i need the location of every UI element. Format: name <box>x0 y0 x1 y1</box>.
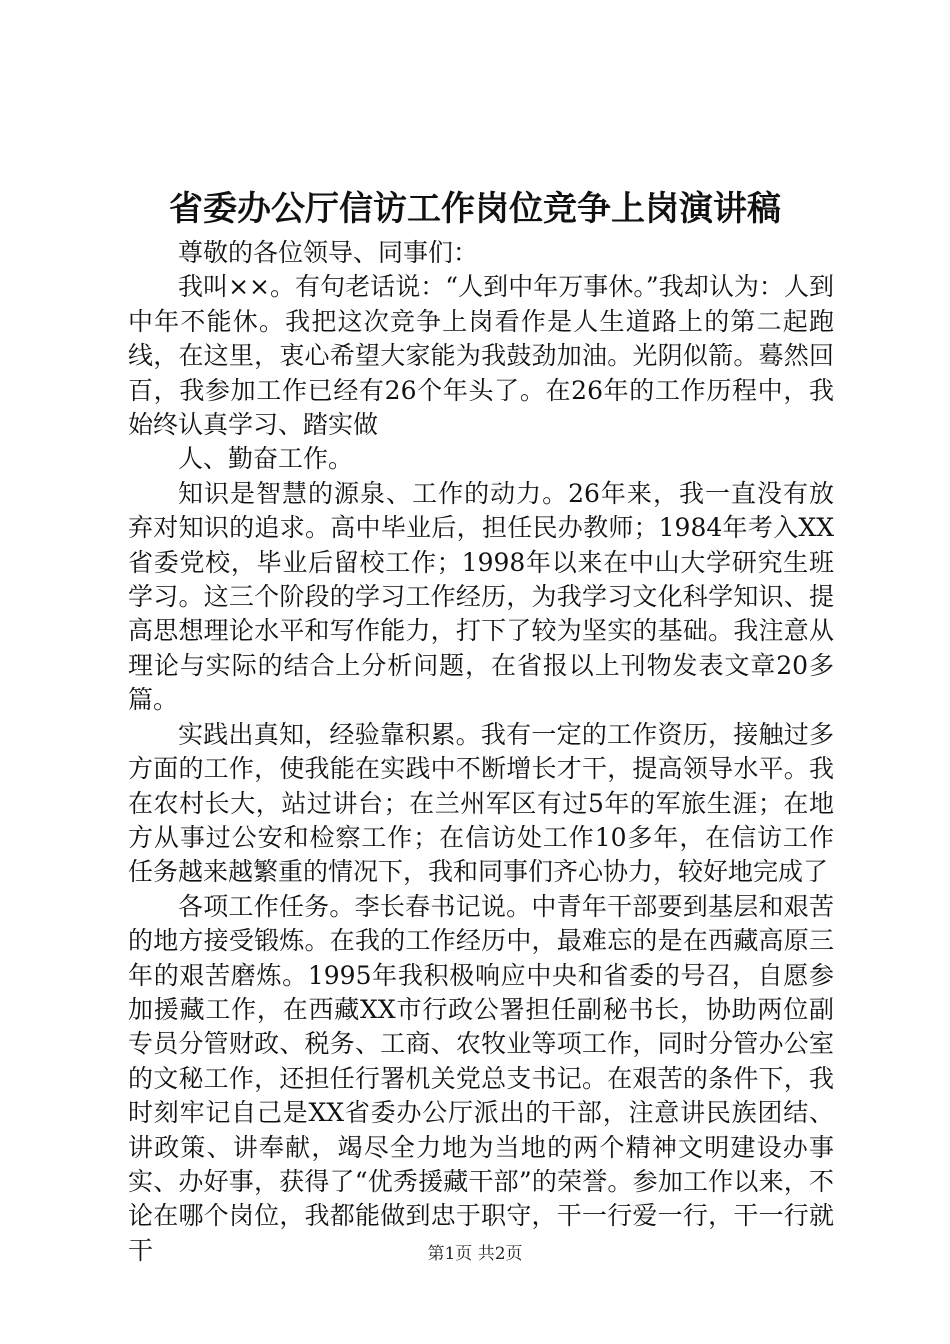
paragraph-knowledge: 知识是智慧的源泉、工作的动力。26年来，我一直没有放弃对知识的追求。高中毕业后，担任民办教师；1984年考入XX省委党校，毕业后留校工作；1998年以来在中山大学研究生班学习。这三个阶段的学习工作经历，为我学习文化科学知识、提高思想理论水平和写作能力，打下了较为坚实的基础。我注意从理论与实际的结合上分析问题，在省报以上刊物发表文章20多篇。 <box>128 478 834 715</box>
document-title: 省委办公厅信访工作岗位竞争上岗演讲稿 <box>169 189 781 229</box>
paragraph-practice: 实践出真知，经验靠积累。我有一定的工作资历，接触过多方面的工作，使我能在实践中不断增长才干，提高领导水平。我在农村长大，站过讲台；在兰州军区有过5年的军旅生涯；在地方从事过公安和检察工作；在信访处工作10多年，在信访工作任务越来越繁重的情况下，我和同事们齐心协力，较好地完成了 <box>128 719 834 887</box>
page-number-footer: 第1页 共2页 <box>427 1244 523 1264</box>
paragraph-introduction: 我叫××。有句老话说：“人到中年万事休。”我却认为：人到中年不能休。我把这次竞争上岗看作是人生道路上的第二起跑线，在这里，衷心希望大家能为我鼓劲加油。光阴似箭。蓦然回百，我参加工作已经有26个年头了。在26年的工作历程中，我始终认真学习、踏实做 <box>128 272 834 440</box>
paragraph-introduction-continued: 人、勤奋工作。 <box>178 444 354 474</box>
paragraph-tibet-experience: 各项工作任务。李长春书记说。中青年干部要到基层和艰苦的地方接受锻炼。在我的工作经历中，最难忘的是在西藏高原三年的艰苦磨炼。1995年我积极响应中央和省委的号召，自愿参加援藏工作，在西藏XX市行政公署担任副秘书长，协助两位副专员分管财政、税务、工商、农牧业等项工作，同时分管办公室的文秘工作，还担任行署机关党总支书记。在艰苦的条件下，我时刻牢记自己是XX省委办公厅派出的干部，注意讲民族团结、讲政策、讲奉献，竭尽全力地为当地的两个精神文明建设办事实、办好事，获得了“优秀援藏干部”的荣誉。参加工作以来，不论在哪个岗位，我都能做到忠于职守，干一行爱一行，干一行就干 <box>128 891 834 1265</box>
paragraph-salutation: 尊敬的各位领导、同事们： <box>178 238 479 267</box>
document-body <box>128 236 834 1268</box>
